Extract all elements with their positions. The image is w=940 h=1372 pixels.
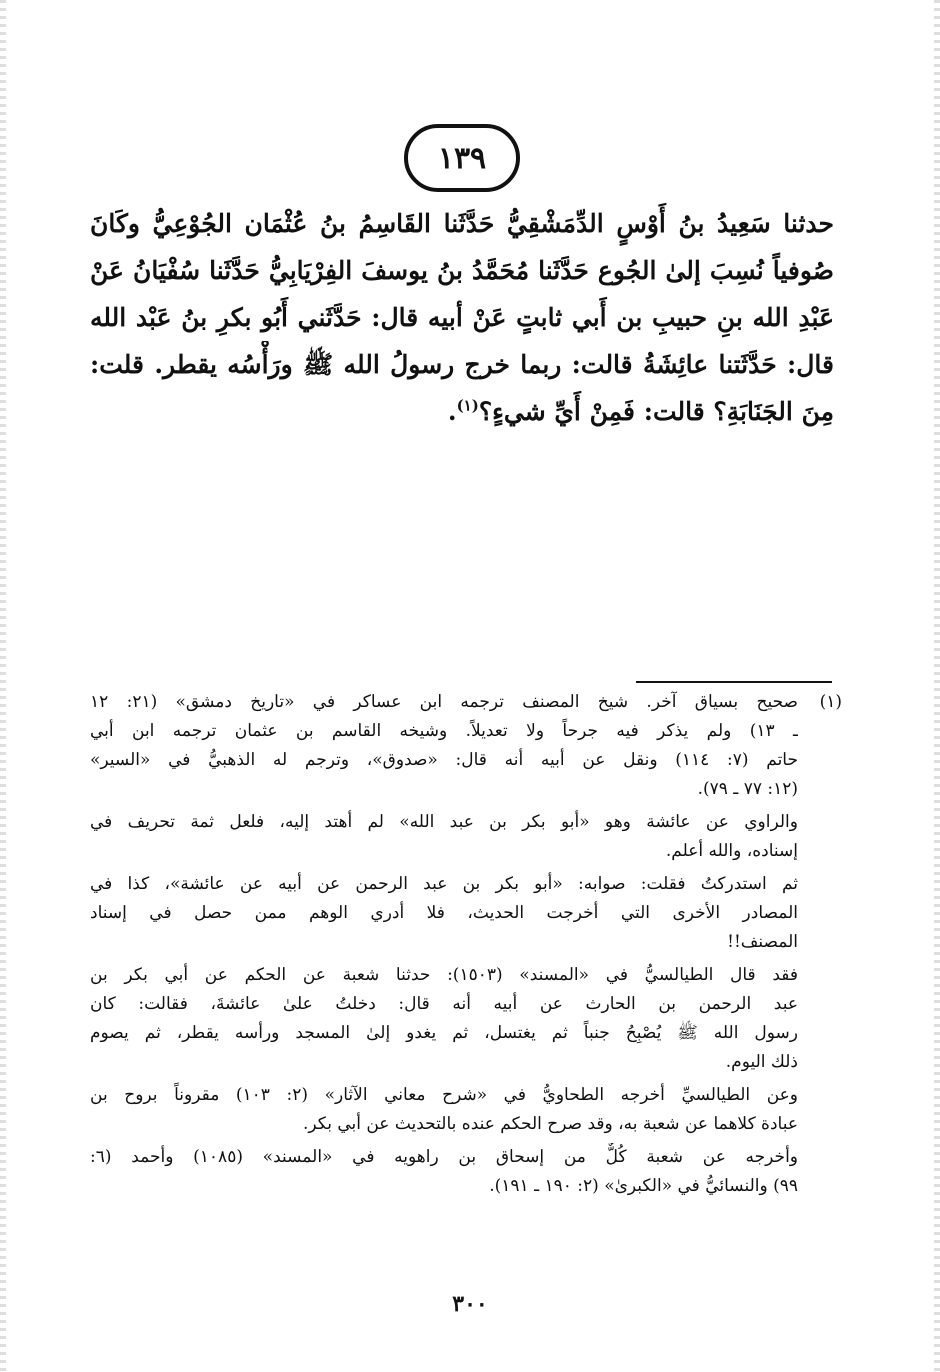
footnote-line: عبادة كلاهما عن شعبة به، وقد صرح الحكم عنده بالتحديث عن أبي بكر. <box>303 1114 798 1134</box>
footnote-reference: (١) <box>456 396 479 415</box>
footnote-separator <box>636 681 832 683</box>
footnote-line: المصادر الأخرى التي أخرجت الحديث، فلا أدري الوهم ممن حصل في إسناد <box>90 903 798 923</box>
footnote-line: المصنف!! <box>727 932 798 952</box>
hadith-text <box>90 200 834 435</box>
footnote-line: وعن الطيالسيِّ أخرجه الطحاويُّ في «شرح معاني الآثار» (٢: ١٠٣) مقروناً بروح بن <box>90 1085 798 1105</box>
footnote-number: (١) <box>819 692 842 712</box>
scan-edge-left <box>0 0 6 1372</box>
footnote-paragraph <box>90 961 798 1077</box>
hadith-line: صُوفياً نُسِبَ إلىٰ الجُوع حَدَّثَنا مُحَمَّدُ بنُ يوسفَ الفِرْيَابِيُّ حَدَّثَنا سُفْيَانُ عَنْ <box>90 256 834 285</box>
footnote-line: صحيح بسياق آخر. شيخ المصنف ترجمه ابن عساكر في «تاريخ دمشق» (٢١: ١٢ <box>90 692 798 712</box>
hadith-line: قال: حَدَّثَتنا عائِشَةُ قالت: ربما خرج رسولُ الله ﷺ ورَأْسُه يقطر. قلت: <box>90 350 834 379</box>
footnote-paragraph <box>90 688 798 804</box>
footnote-paragraph <box>90 1143 798 1201</box>
footnote-body <box>90 688 798 1205</box>
footnote-line: والراوي عن عائشة وهو «أبو بكر بن عبد الله» لم أهتد إليه، فلعل ثمة تحريف في <box>90 812 798 832</box>
hadith-line: حدثنا سَعِيدُ بنُ أَوْسٍ الدِّمَشْقِيُّ حَدَّثَنا القَاسِمُ بنُ عُثْمَان الجُوْعِيُّ وكَانَ <box>90 209 834 238</box>
scan-edge-right <box>934 0 940 1372</box>
hadith-end-mark: . <box>447 397 457 426</box>
footnote-line: وأخرجه عن شعبة كُلٌّ من إسحاق بن راهويه في «المسند» (١٠٨٥) وأحمد (٦: <box>90 1147 798 1167</box>
footnote-line: ـ ١٣) ولم يذكر فيه جرحاً ولا تعديلاً. وشيخه القاسم بن عثمان ترجمه ابن أبي <box>90 721 798 741</box>
footnote-paragraph <box>90 808 798 866</box>
footnote-1 <box>90 688 842 1205</box>
hadith-line: عَبْدِ الله بنِ حبيبِ بن أَبي ثابتٍ عَنْ أبيه قال: حَدَّثَني أَبُو بكرِ بنُ عَبْد الله <box>90 303 834 332</box>
footnote-line: فقد قال الطيالسيُّ في «المسند» (١٥٠٣): حدثنا شعبة عن الحكم عن أبي بكر بن <box>90 965 798 985</box>
hadith-number: ١٣٩ <box>437 140 487 176</box>
footnote-line: (١٢: ٧٧ ـ ٧٩). <box>697 779 798 799</box>
footnote-line: ذلك اليوم. <box>725 1052 798 1072</box>
footnote-line: رسول الله ﷺ يُصْبِحُ جنباً ثم يغتسل، ثم يغدو إلىٰ المسجد ورأسه يقطر، ثم يصوم <box>90 1023 798 1043</box>
hadith-line-final <box>90 388 834 435</box>
footnote-paragraph <box>90 1081 798 1139</box>
footnote-line: عبد الرحمن بن الحارث عن أبيه أنه قال: دخلتُ علىٰ عائشةَ، فقالت: كان <box>90 994 798 1014</box>
hadith-line-text: مِنَ الجَنَابَةِ؟ قالت: فَمِنْ أَيِّ شيءٍ؟ <box>478 397 834 426</box>
footnote-paragraph <box>90 870 798 957</box>
page-number: ٣٠٠ <box>452 1291 488 1317</box>
footnote-line: إسناده، والله أعلم. <box>665 841 798 861</box>
footnote-line: ثم استدركتُ فقلت: صوابه: «أبو بكر بن عبد الرحمن عن أبيه عن عائشة»، كذا في <box>90 874 798 894</box>
footnotes <box>90 688 842 1205</box>
footnote-line: حاتم (٧: ١١٤) ونقل عن أبيه أنه قال: «صدوق»، وترجم له الذهبيُّ في «السير» <box>90 750 798 770</box>
footnote-line: ٩٩) والنسائيُّ في «الكبرىٰ» (٢: ١٩٠ ـ ١٩١). <box>489 1176 798 1196</box>
hadith-number-badge <box>404 124 520 192</box>
